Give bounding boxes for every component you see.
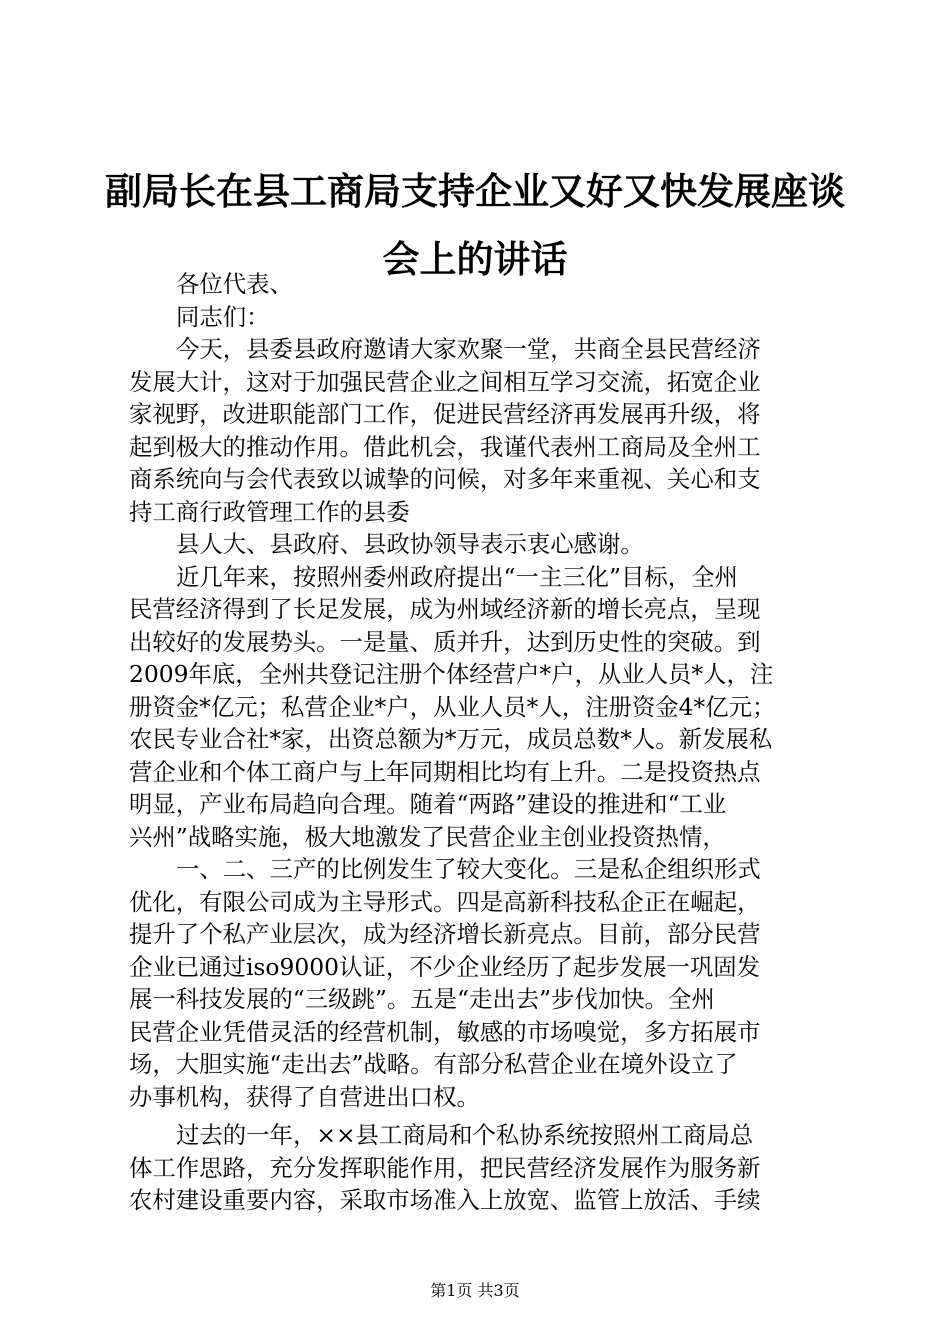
salutation-line-1: 各位代表、 [176, 270, 293, 298]
page-footer [0, 1281, 950, 1301]
paragraph-line: 优化，有限公司成为主导形式。四是高新科技私企正在崛起， [129, 887, 761, 916]
paragraph-line: 起到极大的推动作用。借此机会，我谨代表州工商局及全州工 [129, 432, 761, 461]
paragraph-line: 家视野，改进职能部门工作，促进民营经济再发展再升级，将 [129, 400, 761, 428]
paragraph-line: 企业已通过iso9000认证，不少企业经历了起步发展一巩固发 [129, 952, 761, 981]
paragraph-line: 展一科技发展的“三级跳”。五是“走出去”步伐加快。全州 [129, 985, 715, 1013]
paragraph-line: 2009年底，全州共登记注册个体经营户*户，从业人员*人，注 [129, 660, 774, 688]
paragraph-line: 体工作思路，充分发挥职能作用，把民营经济发展作为服务新 [129, 1153, 761, 1182]
paragraph-line: 民营企业凭借灵活的经营机制，敏感的市场嗅觉，多方拓展市 [129, 1017, 761, 1046]
paragraph-line: 持工商行政管理工作的县委 [129, 497, 410, 526]
paragraph-line: 兴州”战略实施，极大地激发了民营企业主创业投资热情， [129, 822, 726, 851]
paragraph-line: 今天，县委县政府邀请大家欢聚一堂，共商全县民营经济 [176, 335, 761, 363]
paragraph-line: 近几年来，按照州委州政府提出“一主三化”目标，全州 [176, 562, 738, 591]
paragraph-line: 出较好的发展势头。一是量、质并升，达到历史性的突破。到 [129, 627, 761, 656]
document-body [129, 268, 829, 1217]
paragraph-line: 营企业和个体工商户与上年同期相比均有上升。二是投资热点 [129, 757, 761, 786]
paragraph-line: 过去的一年，××县工商局和个私协系统按照州工商局总 [176, 1121, 754, 1149]
paragraph-line: 办事机构，获得了自营进出口权。 [129, 1082, 480, 1111]
salutation-line-2: 同志们： [176, 302, 270, 331]
paragraph-line: 农村建设重要内容，采取市场准入上放宽、监管上放活、手续 [129, 1186, 761, 1214]
paragraph-line: 商系统向与会代表致以诚挚的问候，对多年来重视、关心和支 [129, 465, 761, 493]
paragraph-line: 提升了个私产业层次，成为经济增长新亮点。目前，部分民营 [129, 920, 761, 948]
paragraph-line: 场，大胆实施“走出去”战略。有部分私营企业在境外设立了 [129, 1050, 738, 1078]
page-indicator: 第1页 共3页 [430, 1281, 520, 1300]
paragraph-line: 册资金*亿元；私营企业*户，从业人员*人，注册资金4*亿元； [129, 692, 776, 721]
paragraph-line: 一、二、三产的比例发生了较大变化。三是私企组织形式 [176, 855, 761, 883]
title-line-1: 副局长在县工商局支持企业又好又快发展座谈 [105, 170, 845, 213]
paragraph-line: 发展大计，这对于加强民营企业之间相互学习交流，拓宽企业 [129, 367, 761, 396]
paragraph-line: 县人大、县政府、县政协领导表示衷心感谢。 [176, 530, 644, 558]
paragraph-line: 明显，产业布局趋向合理。随着“两路”建设的推进和“工业 [129, 790, 727, 818]
title-line-2: 会上的讲话 [382, 238, 568, 281]
paragraph-line: 农民专业合社*家，出资总额为*万元，成员总数*人。新发展私 [129, 725, 773, 753]
paragraph-line: 民营经济得到了长足发展，成为州域经济新的增长亮点，呈现 [129, 595, 761, 623]
